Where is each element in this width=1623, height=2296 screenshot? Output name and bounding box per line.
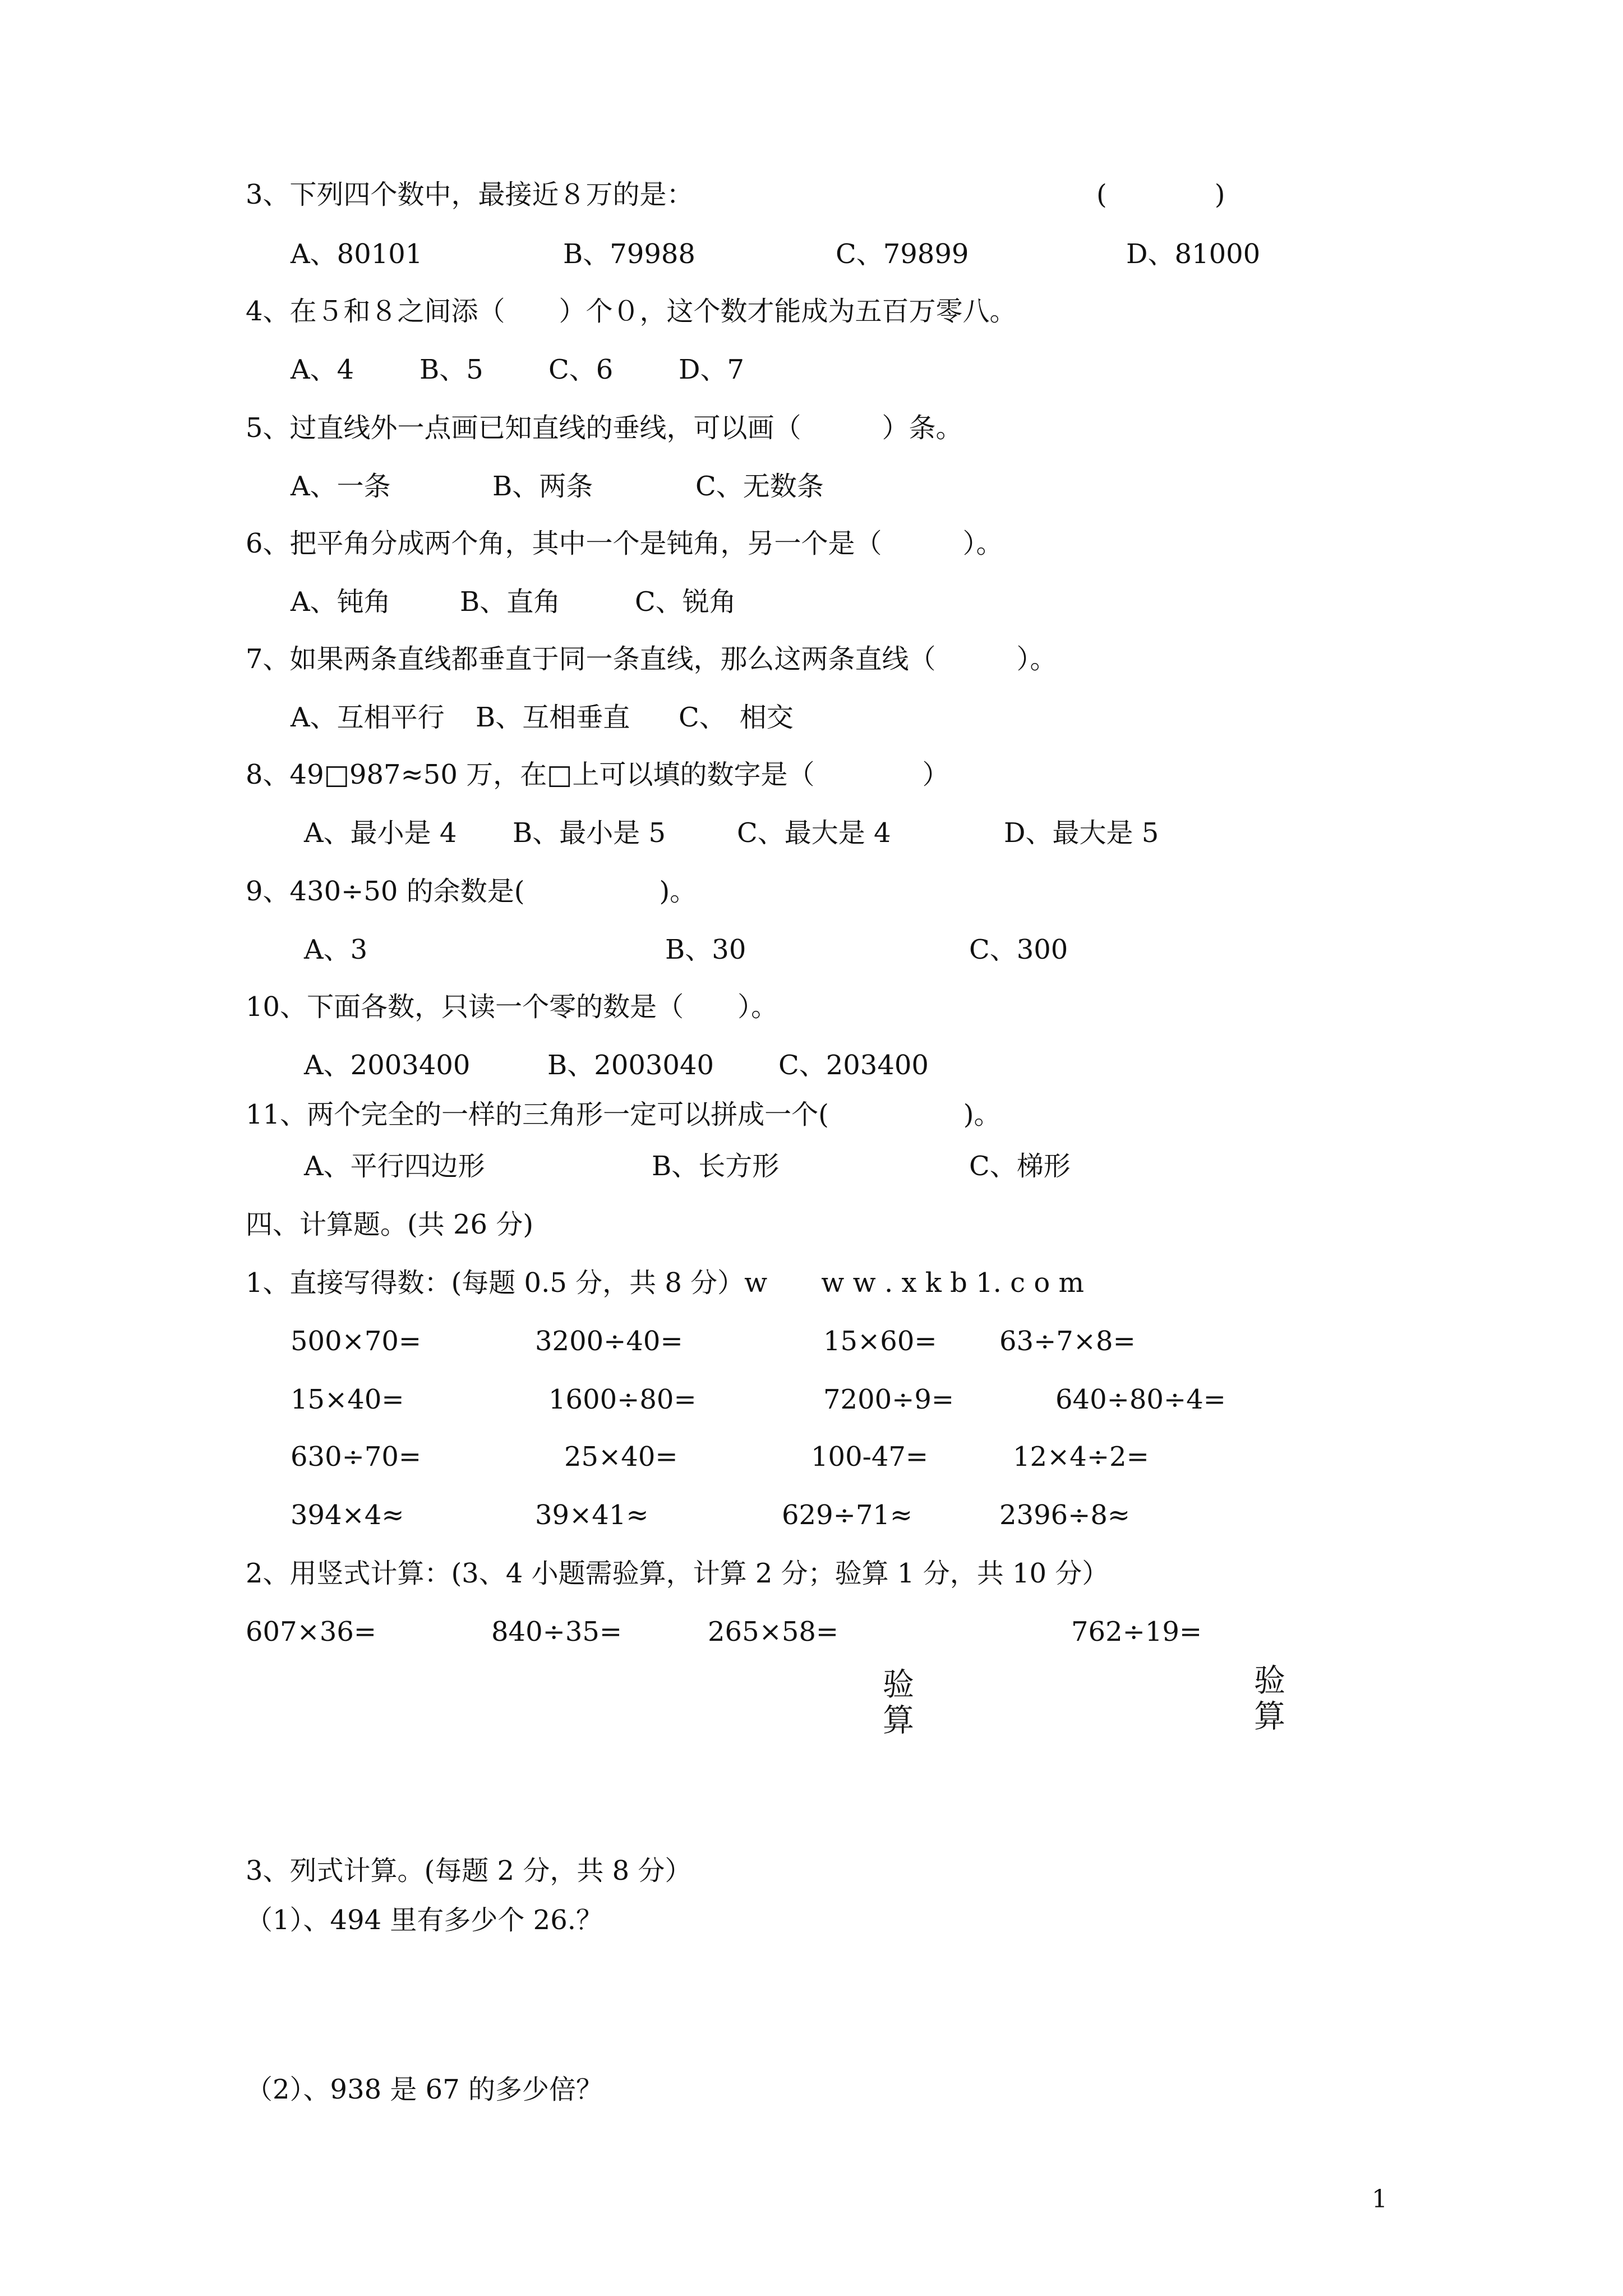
q11-option-b: B、长方形 — [652, 1151, 780, 1182]
q3-option-c: C、79899 — [836, 238, 969, 270]
q5-option-c: C、无数条 — [695, 471, 824, 502]
direct-calc-item: 1600÷80= — [548, 1384, 697, 1415]
check-label-char: 验 — [883, 1667, 914, 1703]
q6-option-a: A、钝角 — [291, 586, 391, 618]
q9-option-c: C、300 — [969, 934, 1068, 965]
q11-option-a: A、平行四边形 — [304, 1151, 485, 1182]
q8-option-b: B、最小是 5 — [513, 817, 666, 849]
direct-calc-item: 394×4≈ — [291, 1499, 404, 1531]
vertical-calc-item: 265×58= — [708, 1616, 839, 1648]
q7-option-c: C、 相交 — [679, 702, 794, 733]
q4-option-b: B、5 — [419, 354, 483, 385]
q8-option-a: A、最小是 4 — [304, 817, 457, 849]
vertical-calc-item: 607×36= — [246, 1616, 377, 1648]
direct-calc-item: 500×70= — [291, 1326, 422, 1357]
q7-option-b: B、互相垂直 — [476, 702, 630, 733]
q3-answer-blank: ( ) — [1096, 179, 1225, 210]
q3-option-d: D、81000 — [1126, 238, 1261, 270]
direct-calc-item: 7200÷9= — [823, 1384, 955, 1415]
q10-stem: 10、下面各数，只读一个零的数是（ ）。 — [246, 991, 778, 1023]
formula-calc-title: 3、列式计算。(每题 2 分，共 8 分） — [246, 1855, 692, 1887]
q8-stem: 8、49□987≈50 万，在□上可以填的数字是（ ） — [246, 759, 949, 790]
direct-calc-item: 640÷80÷4= — [1055, 1384, 1226, 1415]
q9-option-b: B、30 — [665, 934, 746, 965]
direct-calc-item: 630÷70= — [291, 1441, 422, 1473]
q5-option-b: B、两条 — [492, 471, 593, 502]
check-label-char: 算 — [1254, 1699, 1285, 1735]
q6-stem: 6、把平角分成两个角，其中一个是钝角，另一个是（ ）。 — [246, 528, 1003, 559]
vertical-calc-item: 762÷19= — [1071, 1616, 1202, 1648]
direct-calc-item: 25×40= — [564, 1441, 678, 1473]
q9-option-a: A、3 — [304, 934, 368, 965]
q5-option-a: A、一条 — [291, 471, 391, 502]
q3-option-b: B、79988 — [563, 238, 695, 270]
vertical-calc-title: 2、用竖式计算：(3、4 小题需验算，计算 2 分；验算 1 分，共 10 分） — [246, 1558, 1109, 1589]
q8-option-c: C、最大是 4 — [737, 817, 891, 849]
page-number: 1 — [1372, 2185, 1387, 2214]
vertical-calc-item: 840÷35= — [491, 1616, 623, 1648]
q4-option-a: A、4 — [291, 354, 354, 385]
q4-option-c: C、6 — [548, 354, 614, 385]
q9-stem: 9、430÷50 的余数是( )。 — [246, 876, 697, 907]
check-label-char: 算 — [883, 1703, 914, 1739]
direct-calc-item: 63÷7×8= — [999, 1326, 1136, 1357]
q4-option-d: D、7 — [679, 354, 745, 385]
direct-calc-item: 15×40= — [291, 1384, 404, 1415]
q5-stem: 5、过直线外一点画已知直线的垂线，可以画（ ）条。 — [246, 412, 963, 444]
q10-option-b: B、2003040 — [547, 1050, 714, 1081]
q6-option-b: B、直角 — [460, 586, 561, 618]
direct-calc-item: 15×60= — [823, 1326, 937, 1357]
q7-option-a: A、互相平行 — [291, 702, 445, 733]
direct-calc-item: 3200÷40= — [535, 1326, 683, 1357]
direct-calc-item: 629÷71≈ — [782, 1499, 913, 1531]
q11-option-c: C、梯形 — [969, 1151, 1071, 1182]
q6-option-c: C、锐角 — [635, 586, 736, 618]
direct-calc-title: 1、直接写得数：(每题 0.5 分，共 8 分）w w w . x k b 1. c o m — [246, 1267, 1084, 1299]
q7-stem: 7、如果两条直线都垂直于同一条直线，那么这两条直线（ ）。 — [246, 643, 1057, 675]
q8-option-d: D、最大是 5 — [1004, 817, 1159, 849]
direct-calc-item: 100-47= — [811, 1441, 929, 1473]
check-label-char: 验 — [1254, 1663, 1285, 1699]
direct-calc-item: 12×4÷2= — [1013, 1441, 1149, 1473]
formula-problem-1: （1）、494 里有多少个 26.？ — [246, 1904, 603, 1936]
q10-option-a: A、2003400 — [304, 1050, 471, 1081]
direct-calc-item: 2396÷8≈ — [999, 1499, 1131, 1531]
direct-calc-item: 39×41≈ — [535, 1499, 649, 1531]
q11-stem: 11、两个完全的一样的三角形一定可以拼成一个( )。 — [246, 1099, 1001, 1130]
check-label — [1254, 1663, 1285, 1735]
q10-option-c: C、203400 — [778, 1050, 929, 1081]
q4-stem: 4、在５和８之间添（ ）个０，这个数才能成为五百万零八。 — [246, 296, 1017, 327]
formula-problem-2: （2）、938 是 67 的多少倍？ — [246, 2074, 603, 2105]
check-label — [883, 1667, 914, 1739]
section4-title: 四、计算题。(共 26 分) — [246, 1209, 534, 1240]
q3-stem: 3、下列四个数中，最接近８万的是： — [246, 179, 694, 210]
q3-option-a: A、80101 — [291, 238, 423, 270]
